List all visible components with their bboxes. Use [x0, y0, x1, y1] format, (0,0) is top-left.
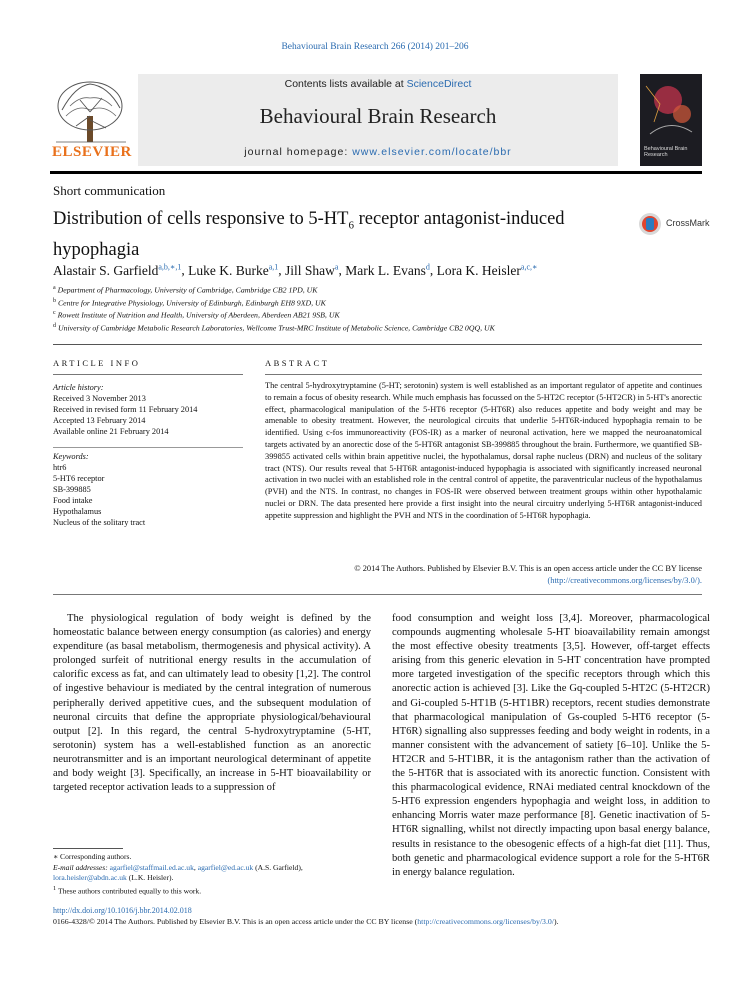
crossmark-button[interactable]	[638, 212, 712, 234]
journal-homepage-link[interactable]: www.elsevier.com/locate/bbr	[352, 146, 512, 158]
abstract-heading-rule	[265, 374, 702, 375]
author[interactable]: Luke K. Burke$^{a,1}$	[188, 262, 279, 278]
affiliation-divider	[53, 344, 702, 345]
keyword: SB-399885	[53, 485, 91, 494]
article-info-heading: ARTICLE INFO	[53, 358, 141, 368]
keyword: Nucleus of the solitary tract	[53, 518, 146, 527]
author[interactable]: Lora K. Heisler$^{a,c,∗}$	[436, 262, 538, 278]
keywords-divider	[53, 447, 243, 448]
article-title: Distribution of cells responsive to $5-HT_6$ receptor antagonist-induced hypophagia	[53, 209, 565, 260]
affiliation: $^d$ University of Cambridge Metabolic Research Laboratories, Wellcome Trust-MRC Institute of Metabolic Science, Cambridge CB2 0QQ, UK	[53, 322, 495, 333]
history-label: Article history:	[53, 383, 104, 392]
history-item: Accepted 13 February 2014	[53, 416, 146, 425]
contents-line: Contents lists available at ScienceDirect	[284, 78, 472, 90]
abstract-heading: ABSTRACT	[265, 358, 330, 368]
keyword: htr6	[53, 463, 67, 472]
journal-title: Behavioural Brain Research	[259, 104, 497, 128]
author-list: Alastair S. Garfield$^{a,b,∗,1}$, Luke K. Burke$^{a,1}$, Jill Shaw$^a$, Mark L. Evans$^d$, Lora K. Heisler$^{a,c,∗}$	[53, 262, 538, 278]
keyword: 5-HT6 receptor	[53, 474, 105, 483]
license-line: 0166-4328/© 2014 The Authors. Published by Elsevier B.V. This is an open access article under the CC BY license (http://creativecommons.org/licenses/by/3.0/).	[53, 917, 559, 926]
article-history	[53, 382, 243, 437]
body-left-column: The physiological regulation of body weight is defined by the homeostatic balance between energy consumption (as calories) and energy expenditure (as basal metabolism, thermogenesis and physical activity). A prolonged surfeit of nutritional energy results in the accumulation of calorific excess as fat, and can ultimately lead to obesity [1,2]. The control of ingestive behaviour is mediated by the central integration of numerous peripherally derived appetitive cues, and the subsequent modulation of neuronal circuits that define the appropriate physiological/behavioural output [2]. In this regard, the central 5-hydroxytryptamine (5-HT, serotonin) system has a well-established function as an anorectic neurotransmitter and is an important neurological determinant of appetite and body weight [3]. Specifically, an increase in 5-HT bioavailability or targeted receptor activation leads to a suppression of	[53, 613, 371, 794]
affiliation: $^b$ Centre for Integrative Physiology, University of Edinburgh, Edinburgh EH8 9XD, UK	[53, 297, 326, 308]
corresponding-note: ∗ Corresponding authors.	[53, 852, 132, 861]
journal-cover-image	[640, 74, 702, 166]
author[interactable]: Alastair S. Garfield$^{a,b,∗,1}$	[53, 262, 182, 278]
email-link[interactable]: lora.heisler@abdn.ac.uk	[53, 873, 127, 883]
homepage-line: journal homepage: www.elsevier.com/locate/bbr	[244, 146, 512, 158]
author[interactable]: Mark L. Evans$^d$	[345, 262, 430, 278]
abstract-text: The central 5-hydroxytryptamine (5-HT; serotonin) system is well established as an important regulator of appetite and continues to remain a focus of obesity research. While much emphasis has focussed on the 5-HT2C receptor (5-HT2CR) in 5-HT's anorectic effect, pharmacological manipulation of the 5-HT6 receptor (5-HT6R) also reduces appetite and body weight and may be amenable to obesity treatment. However, the neurological circuits that underlie 5-HT6R-induced hypophagia remain to be identified. Using c-fos immunoreactivity (FOS-IR) as a marker of neuronal activation, here we mapped the neuroanatomical targets activated by an anorectic dose of the 5-HT6R antagonist SB-399885 throughout the brain. Furthermore, we quantified SB-399855 activated cells within brain appetitive nuclei, the hypothalamus, dorsal raphe nucleus (DRN) and nucleus of the solitary tract (NTS). Our results reveal that 5-HT6R antagonist-induced hypophagia is associated with significantly increased neuronal activation in two nuclei with an established role in the central control of appetite, the paraventricular nucleus of the hypothalamus (PVH) and the NTS. In contrast, no changes in FOS-IR were observed between treatment groups within other hypothalamic nuclei or DRN. The data presented here provide a first insight into the neural circuitry underlying 5-HT6R antagonist-induced appetite suppression and highlight the PVH and NTS in the coordination of 5-HT6R hypophagia.	[265, 381, 702, 520]
body-right-column: food consumption and weight loss [3,4]. Moreover, pharmacological compounds augmenting wholesale 5-HT bioavailability remain amongst the most effective obesity treatments [3,5]. However, off-target effects arising from this generic elevation in 5-HT concentration have prompted more targeted investigation of the specific receptors through which this anorectic action is achieved [3]. Like the Gq-coupled 5-HT2C (5-HT2CR) and Gi-coupled 5-HT1B (5-HT1BR) receptors, recent studies demonstrate that pharmacological manipulation of Gs-coupled 5-HT6 receptor (5-HT6R) signalling also suppresses feeding and body weight in rodents, in a manner consistent with the advancement of satiety [6–10]. Unlike the 5-HT2CR and 5-HT1BR, it is the antagonism rather than the activation of the 5-HT6R that is associated with its anorectic function. Consistent with this pharmacological evidence, RNAi mediated central knockdown of the 5-HT6 expression engenders hypophagia and weight loss, in addition to enhancing Morris water maze performance [8]. Genetic inactivation of 5-HT6R signalling, whilst not directly impacting upon basal energy balance, results in resistance to the obesogenic effects of a high-fat diet [11]. Thus, both genetic and pharmacological evidence support a role for the 5-HT6R in energy balance regulation.	[392, 613, 710, 878]
email-link[interactable]: agarfiel@staffmail.ed.ac.uk	[109, 862, 194, 872]
journal-citation[interactable]: Behavioural Brain Research 266 (2014) 201–206	[281, 42, 469, 52]
footnote-divider	[53, 848, 123, 849]
keyword: Hypothalamus	[53, 507, 102, 516]
history-item: Available online 21 February 2014	[53, 427, 169, 436]
doi-link[interactable]: http://dx.doi.org/10.1016/j.bbr.2014.02.018	[53, 906, 192, 915]
header-divider	[50, 171, 702, 174]
license-url-link[interactable]: http://creativecommons.org/licenses/by/3.0/	[417, 917, 554, 926]
journal-header	[50, 74, 702, 170]
email-note: E-mail addresses: agarfiel@staffmail.ed.ac.uk, agarfiel@ed.ac.uk (A.S. Garfield), lora.heisler@abdn.ac.uk (L.K. Heisler).	[53, 862, 303, 883]
info-heading-rule	[53, 374, 243, 375]
cc-license-link[interactable]: (http://creativecommons.org/licenses/by/3.0/).	[547, 575, 702, 585]
keywords-label: Keywords:	[53, 452, 89, 461]
keywords	[53, 451, 243, 528]
affiliation: $^a$ Department of Pharmacology, University of Cambridge, Cambridge CB2 1PD, UK	[53, 285, 318, 295]
author[interactable]: Jill Shaw$^a$	[285, 262, 339, 278]
affiliation: $^c$ Rowett Institute of Nutrition and Health, University of Aberdeen, Aberdeen AB21 9SB, UK	[53, 310, 340, 320]
keyword: Food intake	[53, 496, 93, 505]
history-item: Received 3 November 2013	[53, 394, 146, 403]
crossmark-label: CrossMark	[666, 218, 710, 228]
sciencedirect-link[interactable]: ScienceDirect	[406, 78, 472, 90]
email-link[interactable]: agarfiel@ed.ac.uk	[197, 862, 254, 872]
abstract-copyright: © 2014 The Authors. Published by Elsevier B.V. This is an open access article under the CC BY license (http://creativecommons.org/licenses/by/3.0/).	[354, 564, 702, 585]
affiliation-list	[53, 283, 703, 333]
equal-contribution-note: $^1$ These authors contributed equally to this work.	[53, 884, 202, 896]
journal-banner	[138, 74, 618, 166]
history-item: Received in revised form 11 February 2014	[53, 405, 198, 414]
elsevier-wordmark: ELSEVIER	[52, 144, 132, 160]
footnotes	[53, 852, 373, 897]
abstract-bottom-rule	[53, 594, 702, 595]
cover-title: Behavioural Brain Research	[644, 145, 688, 158]
crossmark-icon	[638, 212, 662, 236]
article-section-type: Short communication	[53, 183, 166, 198]
